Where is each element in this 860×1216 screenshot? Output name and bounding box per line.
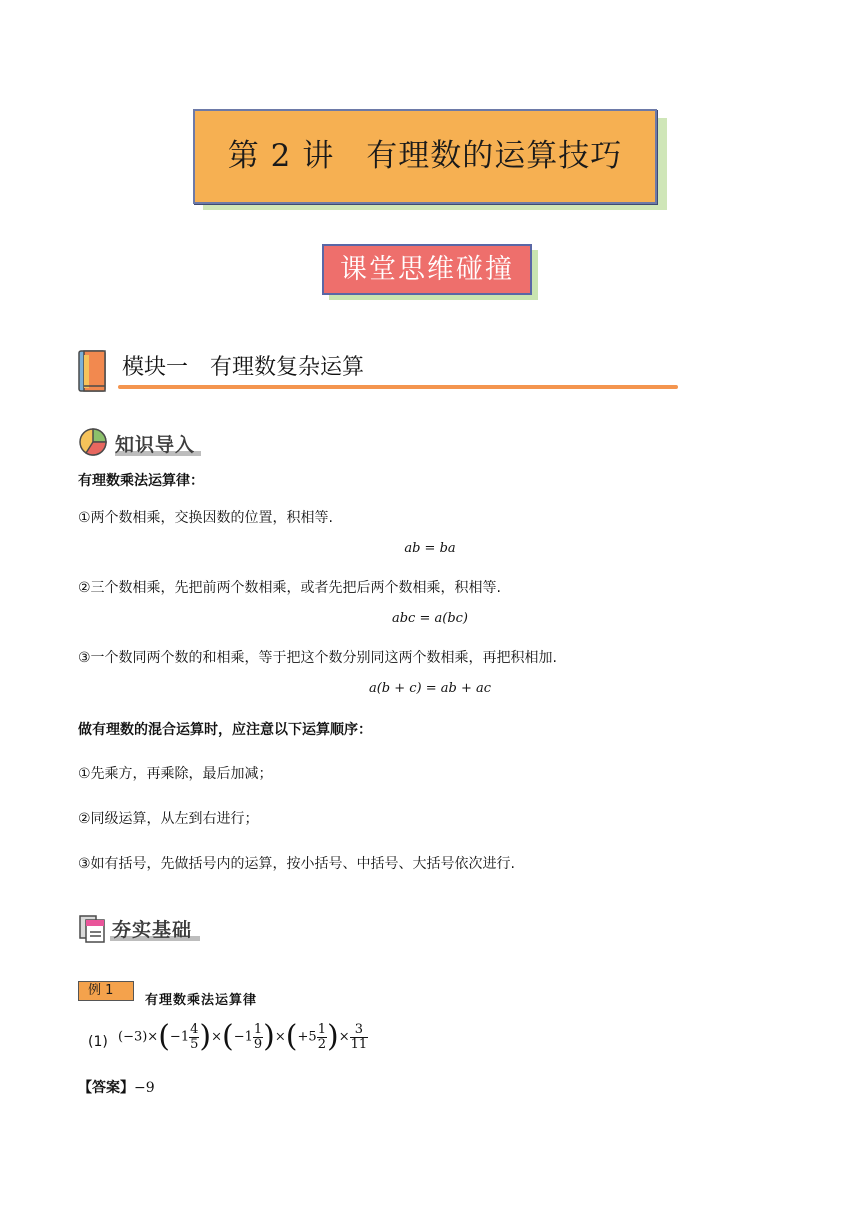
order-rule-2: ②同级运算，从左到右进行； xyxy=(78,811,259,827)
frac-4-numerator: 1 xyxy=(317,1021,326,1037)
order-rule-3: ③如有括号，先做括号内的运算，按小括号、中括号、大括号依次进行. xyxy=(78,856,515,872)
times-sign: × xyxy=(274,1029,286,1045)
answer-label: 【答案】 xyxy=(78,1080,134,1096)
times-sign: × xyxy=(211,1029,222,1045)
frac-3-denominator: 9 xyxy=(253,1036,263,1052)
frac-2-numerator: 4 xyxy=(190,1021,199,1037)
law-associative: ②三个数相乘，先把前两个数相乘，或者先把后两个数相乘，积相等. xyxy=(78,580,501,596)
frac-3-numerator: 1 xyxy=(253,1021,263,1037)
expr-term-3: −1 xyxy=(233,1029,253,1045)
subtitle-text: 课堂思维碰撞 xyxy=(340,254,514,285)
knowledge-section-label: 知识导入 xyxy=(115,434,196,456)
example-expression: (−3)×(−1 $\frac{4}{5}$ )×(−1 $\frac{1}{9}$ )×(+5 $\frac{1}{2}$ )× $\frac{3}{11}$ xyxy=(118,1019,368,1054)
formula-distributive: a(b + c) = ab + ac xyxy=(368,681,492,696)
law-distributive: ③一个数同两个数的和相乘，等于把这个数分别同这两个数相乘，再把积相加. xyxy=(78,650,557,666)
example-title: 有理数乘法运算律 xyxy=(145,993,258,1008)
basics-section-label: 夯实基础 xyxy=(112,919,193,941)
frac-2-denominator: 5 xyxy=(190,1036,199,1052)
item-label: (1) xyxy=(88,1034,108,1050)
times-sign: × xyxy=(338,1029,350,1045)
frac-5-denominator: 11 xyxy=(350,1036,368,1052)
order-rule-1: ①先乘方，再乘除，最后加减； xyxy=(78,766,273,782)
example-tag: 例 1 xyxy=(78,981,134,1001)
book-icon xyxy=(78,350,108,393)
expr-term-4: +5 xyxy=(297,1029,317,1045)
page-title: 第 2 讲 有理数的运算技巧 xyxy=(227,138,623,174)
answer-value: −9 xyxy=(134,1080,155,1096)
expr-term-1: (−3)× xyxy=(118,1029,159,1045)
formula-commutative: ab = ba xyxy=(404,541,456,556)
frac-5-numerator: 3 xyxy=(350,1023,369,1038)
multiplication-laws-heading: 有理数乘法运算律： xyxy=(78,473,204,489)
documents-icon xyxy=(78,915,106,943)
law-commutative: ①两个数相乘，交换因数的位置，积相等. xyxy=(78,510,333,526)
module-underline xyxy=(118,385,678,389)
order-heading: 做有理数的混合运算时，应注意以下运算顺序： xyxy=(78,722,372,738)
answer xyxy=(78,1077,155,1097)
frac-4-denominator: 2 xyxy=(317,1036,326,1052)
expr-term-2: −1 xyxy=(169,1029,190,1045)
module-title: 模块一 有理数复杂运算 xyxy=(122,355,365,380)
formula-associative: abc = a(bc) xyxy=(391,611,468,626)
pie-chart-icon xyxy=(78,427,108,457)
